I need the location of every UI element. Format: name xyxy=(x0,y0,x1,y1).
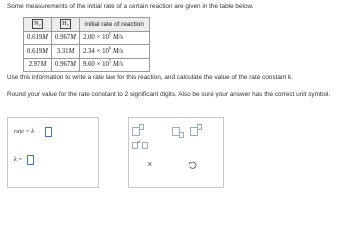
clear-button[interactable]: × xyxy=(147,159,153,169)
times-template-box xyxy=(142,142,148,149)
header-h2: H₂ xyxy=(51,18,79,32)
subscript-icon xyxy=(179,132,184,138)
k-input[interactable] xyxy=(27,155,34,165)
rate-data-table xyxy=(23,17,150,72)
k-label: k = xyxy=(14,156,23,163)
rate-law-label: rate = k xyxy=(14,128,34,135)
instruction-text-2: Round your value for the rate constant to 2 significant digits. Also be sure your answer has the correct unit symbol. xyxy=(7,91,331,98)
undo-icon[interactable] xyxy=(188,161,197,170)
superscript-icon xyxy=(139,124,144,130)
table-row: 0.619M 3.31M $2.34 \times 10^6$ M/s xyxy=(24,45,150,59)
rate-law-input[interactable] xyxy=(45,127,52,137)
subsup-icon xyxy=(197,124,202,130)
table-header-row xyxy=(24,18,150,32)
times-icon: × xyxy=(137,140,141,146)
table-row: 0.619M 0.967M $2.00 \times 10^5$ M/s xyxy=(24,31,150,45)
instruction-text: Use this information to write a rate law for this reaction, and calculate the value of the rate constant k. xyxy=(7,74,293,81)
header-n2: N₂ xyxy=(24,18,52,32)
header-rate: initial rate of reaction xyxy=(79,18,149,32)
table-row: 2.97M 0.967M $9.60 \times 10^5$ M/s xyxy=(24,58,150,72)
math-toolbar xyxy=(128,117,224,188)
answer-panel xyxy=(7,117,99,188)
problem-intro: Some measurements of the initial rate of a certain reaction are given in the table below. xyxy=(7,3,254,10)
